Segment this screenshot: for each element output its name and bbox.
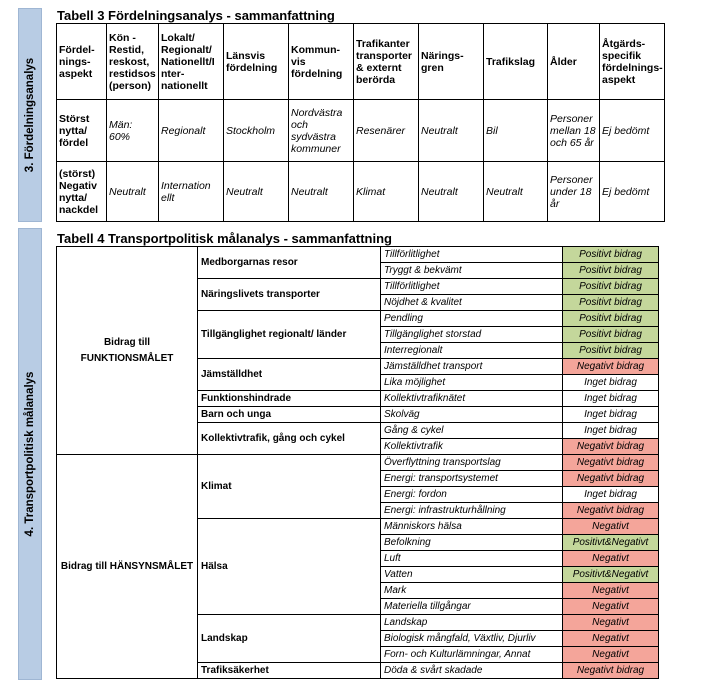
table4-category: Klimat bbox=[198, 455, 381, 519]
table4-category: Funktionshindrade bbox=[198, 391, 381, 407]
table3-row bbox=[57, 162, 665, 222]
table4-status-badge: Positivt bidrag bbox=[563, 343, 659, 359]
table4-status-badge: Negativt bidrag bbox=[563, 663, 659, 679]
table4-category: Trafiksäkerhet bbox=[198, 663, 381, 679]
table4-status-badge: Inget bidrag bbox=[563, 407, 659, 423]
table4-item-label: Vatten bbox=[381, 567, 563, 583]
table3-cell: Personer under 18 år bbox=[548, 162, 600, 222]
table4-item-label: Mark bbox=[381, 583, 563, 599]
table3-header-cell: Kommun-vis fördelning bbox=[289, 24, 354, 100]
table3-header-cell: Närings-gren bbox=[419, 24, 484, 100]
table4-status-badge: Positivt bidrag bbox=[563, 263, 659, 279]
table3-cell: Neutralt bbox=[484, 162, 548, 222]
table4-status-badge: Inget bidrag bbox=[563, 391, 659, 407]
table4-item-label: Tryggt & bekvämt bbox=[381, 263, 563, 279]
table4-group-label: Bidrag till FUNKTIONSMÅLET bbox=[57, 247, 198, 455]
table4-status-badge: Positivt bidrag bbox=[563, 295, 659, 311]
table4-item-label: Luft bbox=[381, 551, 563, 567]
table4-status-badge: Negativt bidrag bbox=[563, 471, 659, 487]
table3-row-label: Störst nytta/ fördel bbox=[57, 100, 107, 162]
table4 bbox=[56, 246, 659, 679]
table3-cell: Stockholm bbox=[224, 100, 289, 162]
section4-side-label bbox=[18, 228, 42, 680]
table4-item-label: Kollektivtrafiknätet bbox=[381, 391, 563, 407]
table4-status-badge: Negativt bbox=[563, 583, 659, 599]
table4-status-badge: Positivt&Negativt bbox=[563, 567, 659, 583]
table3-header-cell: Kön -Restid, reskost, restidsos (person) bbox=[107, 24, 159, 100]
section4-side-text: 4. Transportpolitisk målanalys bbox=[24, 371, 36, 537]
table4-item-label: Energi: infrastrukturhållning bbox=[381, 503, 563, 519]
table4-category: Näringslivets transporter bbox=[198, 279, 381, 311]
table4-category: Medborgarnas resor bbox=[198, 247, 381, 279]
table3-header-cell: Trafikanter transporter & externt berörda bbox=[354, 24, 419, 100]
table3-cell: Ej bedömt bbox=[600, 100, 665, 162]
table4-item-label: Biologisk mångfald, Växtliv, Djurliv bbox=[381, 631, 563, 647]
table4-status-badge: Negativt bbox=[563, 599, 659, 615]
table3-cell: Neutralt bbox=[419, 100, 484, 162]
table3-cell: Internation ellt bbox=[159, 162, 224, 222]
section3-side-label bbox=[18, 8, 42, 222]
table4-status-badge: Positivt&Negativt bbox=[563, 535, 659, 551]
table4-status-badge: Positivt bidrag bbox=[563, 311, 659, 327]
table4-group-label: Bidrag till HÄNSYNSMÅLET bbox=[57, 455, 198, 679]
table4-item-label: Energi: fordon bbox=[381, 487, 563, 503]
table4-status-badge: Negativt bidrag bbox=[563, 503, 659, 519]
table4-status-badge: Negativt bbox=[563, 615, 659, 631]
table4-item-label: Lika möjlighet bbox=[381, 375, 563, 391]
table3-cell: Män: 60% bbox=[107, 100, 159, 162]
table4-status-badge: Negativt bbox=[563, 551, 659, 567]
table4-item-label: Skolväg bbox=[381, 407, 563, 423]
table4-category: Tillgänglighet regionalt/ länder bbox=[198, 311, 381, 359]
table3-header-cell: Åtgärds-specifik fördelnings-aspekt bbox=[600, 24, 665, 100]
table4-status-badge: Inget bidrag bbox=[563, 375, 659, 391]
table4-item-label: Döda & svårt skadade bbox=[381, 663, 563, 679]
table4-item-label: Forn- och Kulturlämningar, Annat bbox=[381, 647, 563, 663]
table4-item-label: Pendling bbox=[381, 311, 563, 327]
table3-cell: Regionalt bbox=[159, 100, 224, 162]
table4-status-badge: Negativt bidrag bbox=[563, 359, 659, 375]
table3-cell: Ej bedömt bbox=[600, 162, 665, 222]
table3-row-label: (störst) Negativ nytta/ nackdel bbox=[57, 162, 107, 222]
table4-category: Hälsa bbox=[198, 519, 381, 615]
table3 bbox=[56, 23, 665, 222]
table3-row bbox=[57, 100, 665, 162]
table4-status-badge: Positivt bidrag bbox=[563, 327, 659, 343]
table3-cell: Neutralt bbox=[107, 162, 159, 222]
table4-status-badge: Inget bidrag bbox=[563, 423, 659, 439]
table4-item-label: Överflyttning transportslag bbox=[381, 455, 563, 471]
table3-cell: Personer mellan 18 och 65 år bbox=[548, 100, 600, 162]
table4-item-label: Jämställdhet transport bbox=[381, 359, 563, 375]
table3-cell: Bil bbox=[484, 100, 548, 162]
table3-header-row bbox=[57, 24, 665, 100]
table3-header-cell: Fördel-nings-aspekt bbox=[57, 24, 107, 100]
table4-item-label: Kollektivtrafik bbox=[381, 439, 563, 455]
table4-category: Jämställdhet bbox=[198, 359, 381, 391]
table3-cell: Klimat bbox=[354, 162, 419, 222]
table4-item-label: Interregionalt bbox=[381, 343, 563, 359]
table4-item-label: Materiella tillgångar bbox=[381, 599, 563, 615]
table4-item-label: Människors hälsa bbox=[381, 519, 563, 535]
table4-category: Kollektivtrafik, gång och cykel bbox=[198, 423, 381, 455]
section3-side-text: 3. Fördelningsanalys bbox=[24, 57, 36, 173]
table3-cell: Neutralt bbox=[224, 162, 289, 222]
table4-item-label: Tillförlitlighet bbox=[381, 279, 563, 295]
table4-category: Barn och unga bbox=[198, 407, 381, 423]
table4-item-label: Nöjdhet & kvalitet bbox=[381, 295, 563, 311]
table4-status-badge: Positivt bidrag bbox=[563, 247, 659, 263]
table3-header-cell: Ålder bbox=[548, 24, 600, 100]
table4-item-label: Tillförlitlighet bbox=[381, 247, 563, 263]
table3-title: Tabell 3 Fördelningsanalys - sammanfattning bbox=[57, 8, 335, 23]
table3-header-cell: Trafikslag bbox=[484, 24, 548, 100]
table3-cell: Neutralt bbox=[419, 162, 484, 222]
table4-status-badge: Negativt bidrag bbox=[563, 455, 659, 471]
table4-item-label: Tillgänglighet storstad bbox=[381, 327, 563, 343]
table4-status-badge: Inget bidrag bbox=[563, 487, 659, 503]
table3-cell: Nordvästra och sydvästra kommuner bbox=[289, 100, 354, 162]
table4-item-label: Energi: transportsystemet bbox=[381, 471, 563, 487]
table4-status-badge: Negativt bbox=[563, 519, 659, 535]
table4-row bbox=[57, 247, 659, 263]
table4-status-badge: Negativt bbox=[563, 631, 659, 647]
table4-row bbox=[57, 455, 659, 471]
table3-cell: Resenärer bbox=[354, 100, 419, 162]
table3-header-cell: Länsvis fördelning bbox=[224, 24, 289, 100]
table4-status-badge: Negativt bidrag bbox=[563, 439, 659, 455]
table4-title: Tabell 4 Transportpolitisk målanalys - sammanfattning bbox=[57, 231, 392, 246]
table4-status-badge: Positivt bidrag bbox=[563, 279, 659, 295]
table4-category: Landskap bbox=[198, 615, 381, 663]
table3-header-cell: Lokalt/ Regionalt/ Nationellt/I nter-nationellt bbox=[159, 24, 224, 100]
table3-cell: Neutralt bbox=[289, 162, 354, 222]
table4-item-label: Landskap bbox=[381, 615, 563, 631]
table4-status-badge: Negativt bbox=[563, 647, 659, 663]
table4-item-label: Befolkning bbox=[381, 535, 563, 551]
table4-item-label: Gång & cykel bbox=[381, 423, 563, 439]
